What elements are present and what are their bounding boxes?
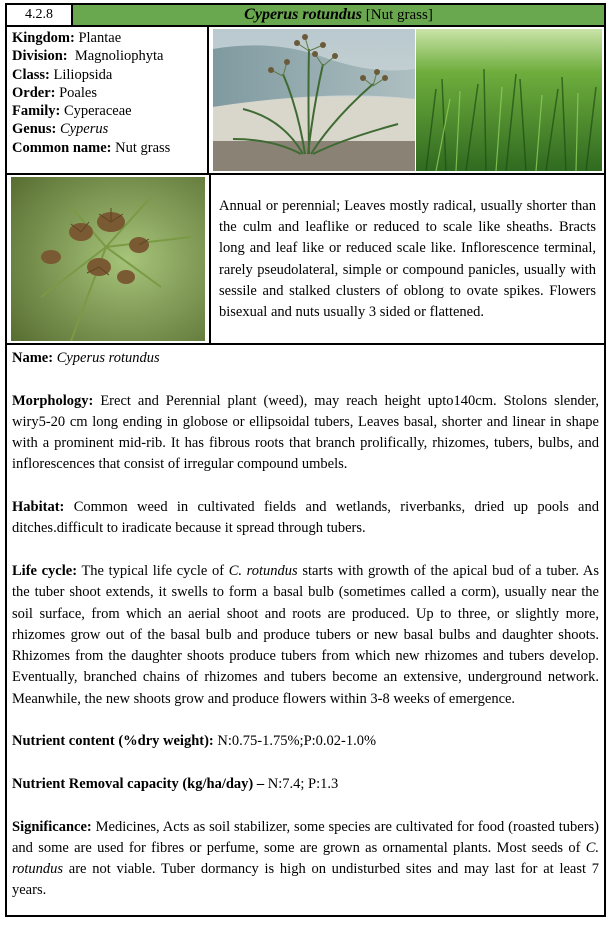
name-label: Name: <box>12 350 54 366</box>
habitat-label: Habitat: <box>12 499 65 516</box>
family-value: Cyperaceae <box>63 103 132 120</box>
nutrient-removal-label: Nutrient Removal capacity (kg/ha/day) – <box>12 775 265 792</box>
family-label: Family: <box>12 103 61 120</box>
significance-species: C. rotundus <box>12 839 599 878</box>
division-label: Division: <box>12 48 68 65</box>
nutrient-content-value: N:0.75-1.75%;P:0.02-1.0% <box>217 733 377 750</box>
species-sheet <box>5 3 606 917</box>
common-name-label: Common name: <box>12 139 112 156</box>
order-value: Poales <box>59 84 97 101</box>
lifecycle-text-start: The typical life cycle of <box>81 562 225 579</box>
order-label: Order: <box>12 84 56 101</box>
name-value: Cyperus rotundus <box>56 350 160 366</box>
species-title <box>71 5 604 25</box>
significance-label: Significance: <box>12 818 92 835</box>
class-value: Liliopsida <box>53 66 113 83</box>
common-name-value: Nut grass <box>115 139 171 156</box>
lifecycle-species: C. rotundus <box>228 562 298 579</box>
nutrient-content-label: Nutrient content (%dry weight): <box>12 733 214 750</box>
morphology-text: Erect and Perennial plant (weed), may reach height upto140cm. Stolons slender, wiry5-20 cm long ending in globose or ellipsoidal tubers, Leaves basal, shorter and linear in shape with a prominent mid-rib. It has fibrous roots that branch prolifically, rhizomes, tubers, bulbs, and inflorescences that consist of irregular compound umbels. <box>12 392 599 473</box>
genus-label: Genus: <box>12 121 57 138</box>
species-scientific-name: Cyperus rotundus <box>244 6 362 23</box>
habitat-section <box>12 497 599 540</box>
nutrient-removal-value: N:7.4; P:1.3 <box>267 775 339 792</box>
class-label: Class: <box>12 66 50 83</box>
lifecycle-label: Life cycle: <box>12 562 78 579</box>
division-value: Magnoliophyta <box>74 48 164 65</box>
nutrient-content-section <box>12 731 599 752</box>
name-section <box>12 348 599 369</box>
lifecycle-section <box>12 561 599 710</box>
photo-grass-field <box>416 29 602 171</box>
description-row <box>7 175 604 345</box>
nutrient-removal-section <box>12 774 599 795</box>
lifecycle-text-end: starts with growth of the apical bud of a tuber. As the tuber shoot extends, it swells to form a basal bulb (sometimes called a corm), usually near the soil surface, from which an aerial shoot and roots are produced. Up to three, or slightly more, rhizomes grow out of the basal bulb and produce tubers or new basal bulbs and daughter shoots. Rhizomes from the daughter shoots produce tubers from which new rhizomes and tubers develop. Eventually, branched chains of rhizomes and tubers become an extensive, underground network. Meanwhile, the new shoots grow and produce flowers within 3-8 weeks of emergence. <box>12 562 599 707</box>
species-details <box>7 345 604 923</box>
sheet-header <box>7 5 604 27</box>
section-number: 4.2.8 <box>25 7 53 22</box>
significance-text-end: are not viable. Tuber dormancy is high on undisturbed sites and may last for at least 7 years. <box>12 861 599 899</box>
species-description: Annual or perennial; Leaves mostly radical, usually shorter than the culm and leaflike or reduced to scale like sheaths. Bracts long and leaf like or reduced scale like. Inflorescence terminal, rarely pseudolateral, simple or compound panicles, usually with sessile and stalked clusters of oblong to ovate spikes. Flowers bisexual and nuts usually 3 sided or flattened. <box>209 175 604 343</box>
habitat-text: Common weed in cultivated fields and wetlands, riverbanks, dried up pools and ditches.difficult to iradicate because it spread through tubers. <box>12 499 599 537</box>
genus-value: Cyperus <box>59 121 109 138</box>
morphology-section <box>12 391 599 476</box>
photo-inflorescence <box>11 177 205 341</box>
taxonomy-row <box>7 27 604 175</box>
species-common-name: [Nut grass] <box>365 7 433 23</box>
significance-section <box>12 817 599 902</box>
significance-text-start: Medicines, Acts as soil stabilizer, some species are cultivated for food (roasted tubers) and some are used for fibres or perfume, some are grown as ornamental plants. Most seeds of <box>12 818 600 856</box>
kingdom-label: Kingdom: <box>12 30 75 46</box>
morphology-label: Morphology: <box>12 392 94 409</box>
photo-plant-waterside <box>213 29 415 171</box>
kingdom-value: Plantae <box>78 30 122 46</box>
taxonomy-panel <box>7 27 209 173</box>
